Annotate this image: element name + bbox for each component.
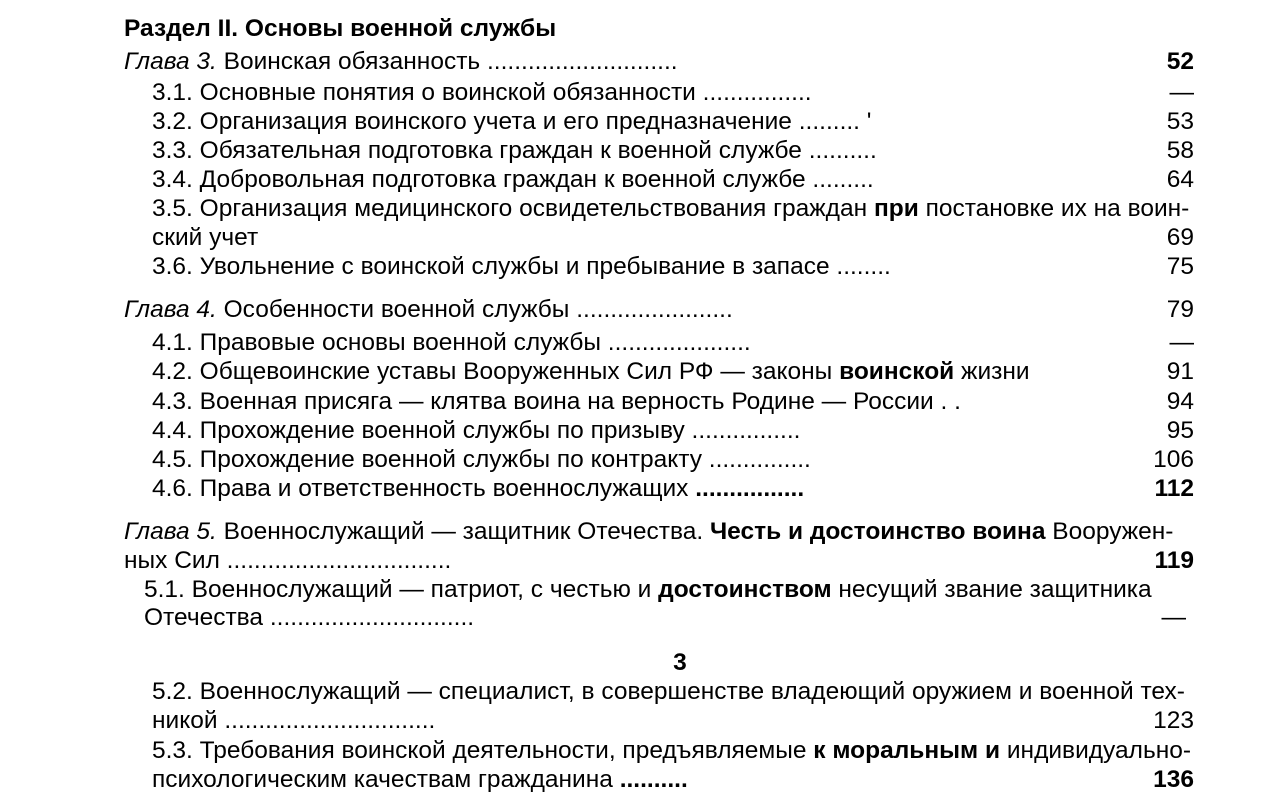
toc-item-3-2[interactable] [0,107,1280,137]
toc-item-5-2-cont[interactable] [0,706,1280,736]
toc-item-text-part: постановке их на воин- [918,195,1190,222]
toc-item-page: 136 [1153,766,1194,793]
toc-item-page: — [1161,604,1186,631]
toc-item-4-5[interactable] [0,445,1280,475]
chapter-3-heading [124,47,678,77]
toc-item-3-5[interactable] [0,194,1280,224]
chapter-5-label: Глава 5. [124,518,217,545]
chapter-5-heading [124,517,1173,547]
toc-item-3-4[interactable] [0,165,1280,195]
toc-item-page: 53 [1166,108,1194,135]
toc-item-text-bold: к моральным и [813,737,1001,764]
toc-item-5-1-cont[interactable] [0,603,1280,633]
toc-item-text: 3.4. Добровольная подготовка граждан к военной службе ......... [152,166,874,193]
toc-item-text: 3.2. Организация воинского учета и его предназначение ......... ' [152,108,872,135]
toc-item-text: 4.5. Прохождение военной службы по контракту ............... [152,446,811,473]
toc-item-3-5-cont[interactable] [0,223,1280,253]
toc-item-3-6[interactable] [0,252,1280,282]
chapter-4-page: 79 [1166,296,1194,323]
toc-item-text-part: 5.3. Требования воинской деятельности, предъявляемые [152,737,814,764]
toc-item-text: 3.1. Основные понятия о воинской обязанности ................ [152,79,812,106]
toc-item-4-3[interactable] [0,387,1280,417]
toc-item-3-1[interactable] [0,78,1280,108]
toc-item-page: 69 [1166,224,1194,251]
chapter-5-title-bold: Честь и достоинство воина [709,518,1046,545]
toc-item-text: 4.3. Военная присяга — клятва воина на верность Родине — России . . [152,388,961,415]
toc-item-4-4[interactable] [0,416,1280,446]
chapter-4-title: Особенности военной службы ....................... [216,296,733,323]
toc-item-text: 3.6. Увольнение с воинской службы и пребывание в запасе ........ [152,253,891,280]
chapter-4-heading [124,295,733,325]
toc-item-text-bold: при [873,195,919,222]
toc-item-page: 106 [1153,446,1194,473]
toc-item-5-2[interactable] [0,677,1280,707]
toc-item-text-bold: ................ [695,475,805,502]
chapter-5-title-cont: ных Сил ................................. [124,547,452,574]
toc-item-page: 112 [1154,475,1194,502]
toc-item-text: 3.3. Обязательная подготовка граждан к военной службе .......... [152,137,877,164]
toc-item-text: Отечества .............................. [144,604,475,631]
toc-item-text-part: жизни [954,358,1030,385]
toc-item-page: 94 [1166,388,1194,415]
toc-item-text: никой ............................... [152,707,436,734]
toc-item-text-bold: воинской [839,358,955,385]
toc-item-5-1[interactable] [0,575,1280,605]
chapter-3-title: Воинская обязанность ............................ [216,48,678,75]
toc-item-text-part: несущий звание защитника [831,576,1152,603]
toc-item-text: 4.4. Прохождение военной службы по призыву ................ [152,417,801,444]
toc-item-text-part: 3.5. Организация медицинского освидетельствования граждан [152,195,874,222]
section-title-line [0,14,1280,44]
page-number-line [0,648,1280,678]
toc-item-4-1[interactable] [0,328,1280,358]
toc-item-text-part: 4.2. Общевоинские уставы Вооруженных Сил РФ — законы [152,358,840,385]
toc-item-3-3[interactable] [0,136,1280,166]
toc-item-text: ский учет [152,224,259,251]
toc-item-text [152,194,1189,224]
toc-item-text [152,736,1191,766]
toc-item-5-3[interactable] [0,736,1280,766]
section-title: Раздел II. Основы военной службы [124,15,557,42]
toc-item-page: — [1169,329,1194,356]
chapter-3-line[interactable] [0,47,1280,77]
toc-item-text [152,474,804,504]
chapter-3-label: Глава 3. [124,48,217,75]
toc-item-text-bold: достоинством [658,576,832,603]
toc-item-page: 95 [1166,417,1194,444]
toc-item-text [152,765,688,795]
toc-item-5-3-cont[interactable] [0,765,1280,795]
toc-item-4-2[interactable] [0,357,1280,387]
toc-item-page: 64 [1166,166,1194,193]
toc-item-text-bold: .......... [619,766,688,793]
toc-item-text [144,575,1152,605]
toc-item-page: 58 [1166,137,1194,164]
chapter-4-line[interactable] [0,295,1280,325]
toc-item-page: 91 [1166,358,1194,385]
chapter-5-title-after: Вооружен- [1045,518,1174,545]
chapter-5-title: Военнослужащий — защитник Отечества. [216,518,710,545]
chapter-4-label: Глава 4. [124,296,217,323]
toc-item-page: 75 [1166,253,1194,280]
toc-item-text-part: психологическим качествам гражданина [152,766,620,793]
chapter-5-line[interactable] [0,517,1280,547]
toc-item-page: 123 [1153,707,1194,734]
toc-item-text: 4.1. Правовые основы военной службы ..................... [152,329,751,356]
toc-item-page: — [1169,79,1194,106]
toc-item-4-6[interactable] [0,474,1280,504]
toc-item-text [152,357,1030,387]
toc-item-text-part: 4.6. Права и ответственность военнослужащих [152,475,696,502]
toc-item-text-part: 5.1. Военнослужащий — патриот, с честью и [144,576,659,603]
chapter-5-page: 119 [1154,547,1194,574]
toc-item-text: 5.2. Военнослужащий — специалист, в совершенстве владеющий оружием и военной тех- [152,678,1185,705]
toc-item-text-part: индивидуально- [1000,737,1192,764]
chapter-5-line-cont[interactable] [0,546,1280,576]
chapter-3-page: 52 [1166,48,1194,75]
page-number: 3 [673,649,687,676]
